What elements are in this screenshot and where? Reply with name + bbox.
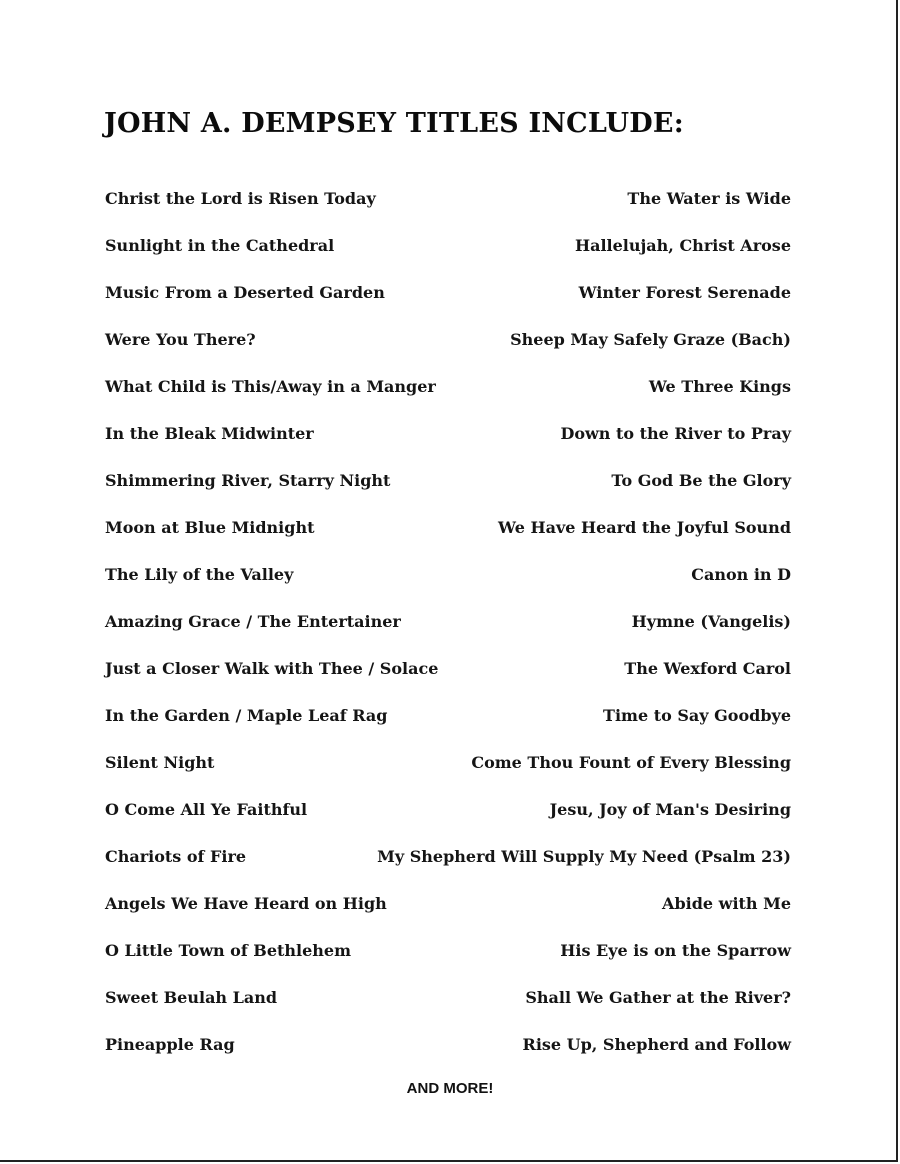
title-right: My Shepherd Will Supply My Need (Psalm 23)	[377, 847, 791, 866]
title-left: Just a Closer Walk with Thee / Solace	[105, 659, 439, 678]
title-left: Silent Night	[105, 753, 215, 772]
title-row	[105, 564, 791, 611]
title-row	[105, 1034, 791, 1081]
title-right: Jesu, Joy of Man's Desiring	[549, 800, 791, 819]
title-left: Pineapple Rag	[105, 1035, 235, 1054]
title-left: Music From a Deserted Garden	[105, 283, 385, 302]
title-left: Chariots of Fire	[105, 847, 247, 866]
title-row	[105, 752, 791, 799]
title-left: O Little Town of Bethlehem	[105, 941, 352, 960]
titles-list	[105, 188, 791, 1081]
title-right: Winter Forest Serenade	[578, 283, 791, 302]
title-right: Down to the River to Pray	[560, 424, 791, 443]
title-row	[105, 517, 791, 564]
title-row	[105, 423, 791, 470]
title-row	[105, 893, 791, 940]
title-row	[105, 329, 791, 376]
title-left: In the Bleak Midwinter	[105, 424, 314, 443]
title-left: What Child is This/Away in a Manger	[105, 377, 436, 396]
title-right: Rise Up, Shepherd and Follow	[522, 1035, 791, 1054]
title-right: We Have Heard the Joyful Sound	[498, 518, 791, 537]
title-right: Hallelujah, Christ Arose	[574, 236, 791, 255]
title-right: Shall We Gather at the River?	[525, 988, 791, 1007]
title-row	[105, 940, 791, 987]
title-left: Moon at Blue Midnight	[105, 518, 315, 537]
title-row	[105, 376, 791, 423]
and-more-note: AND MORE!	[406, 1080, 494, 1097]
title-left: O Come All Ye Faithful	[105, 800, 308, 819]
title-row	[105, 611, 791, 658]
title-right: Hymne (Vangelis)	[631, 612, 791, 631]
title-row	[105, 705, 791, 752]
title-left: In the Garden / Maple Leaf Rag	[105, 706, 388, 725]
title-row	[105, 846, 791, 893]
title-right: The Water is Wide	[627, 189, 791, 208]
title-left: Shimmering River, Starry Night	[105, 471, 391, 490]
title-right: Time to Say Goodbye	[603, 706, 791, 725]
title-right: Come Thou Fount of Every Blessing	[471, 753, 791, 772]
title-right: Abide with Me	[662, 894, 791, 913]
title-left: Sweet Beulah Land	[105, 988, 278, 1007]
title-left: Were You There?	[105, 330, 256, 349]
title-row	[105, 235, 791, 282]
title-right: Canon in D	[691, 565, 791, 584]
title-right: We Three Kings	[648, 377, 791, 396]
title-row	[105, 188, 791, 235]
title-row	[105, 987, 791, 1034]
title-right: His Eye is on the Sparrow	[560, 941, 791, 960]
title-row	[105, 658, 791, 705]
title-left: Amazing Grace / The Entertainer	[105, 612, 401, 631]
title-left: Christ the Lord is Risen Today	[105, 189, 376, 208]
title-left: Sunlight in the Cathedral	[105, 236, 335, 255]
title-row	[105, 799, 791, 846]
title-left: Angels We Have Heard on High	[105, 894, 387, 913]
title-right: The Wexford Carol	[624, 659, 791, 678]
title-row	[105, 470, 791, 517]
title-right: Sheep May Safely Graze (Bach)	[510, 330, 791, 349]
title-right: To God Be the Glory	[611, 471, 791, 490]
page-heading: JOHN A. DEMPSEY TITLES INCLUDE:	[104, 108, 684, 139]
title-row	[105, 282, 791, 329]
title-left: The Lily of the Valley	[105, 565, 294, 584]
